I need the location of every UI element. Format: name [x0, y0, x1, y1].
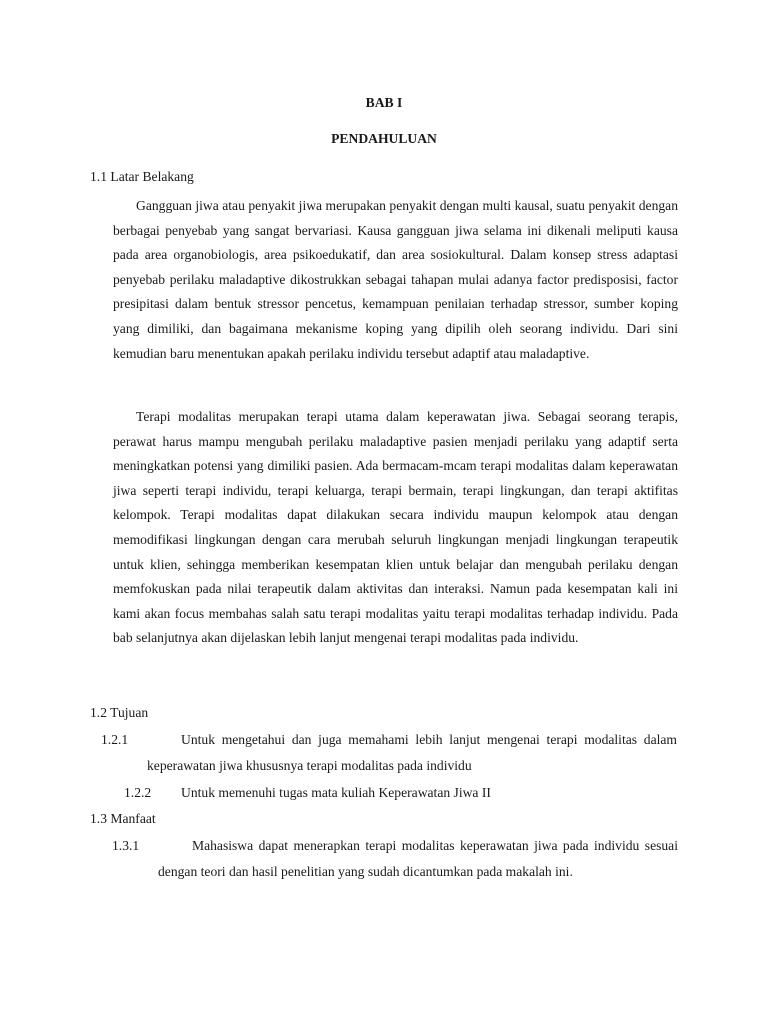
- paragraph-latar-1: Gangguan jiwa atau penyakit jiwa merupakan penyakit dengan multi kausal, suatu penyakit dengan berbagai penyebab yang sangat bervariasi. Kausa gangguan jiwa selama ini dikenali meliputi kausa pada area organobiologis, area psikoedukatif, dan area sosiokultural. Dalam konsep stress adaptasi penyebab perilaku maladaptive dikostrukkan sebagai tahapan mulai adanya factor predisposisi, factor presipitasi dalam bentuk stressor pencetus, kemampuan penilaian terhadap stressor, sumber koping yang dimiliki, dan bagaimana mekanisme koping yang dipilih oleh seorang individu. Dari sini kemudian baru menentukan apakah perilaku individu tersebut adaptif atau maladaptive.: [113, 198, 678, 361]
- chapter-number: BAB I: [365, 95, 403, 110]
- list-item-tujuan-1: [101, 727, 677, 779]
- list-item-text: Untuk mengetahui dan juga memahami lebih lanjut mengenai terapi modalitas dalam keperawatan jiwa khususnya terapi modalitas pada individu: [147, 732, 677, 773]
- section-heading-tujuan: 1.2 Tujuan: [90, 705, 149, 720]
- list-item-tujuan-2: [124, 780, 654, 806]
- chapter-title: PENDAHULUAN: [331, 131, 437, 146]
- list-item-manfaat-1: [112, 833, 678, 885]
- list-item-number: 1.2.1: [101, 732, 129, 747]
- section-heading-latar-belakang: 1.1 Latar Belakang: [90, 169, 194, 184]
- list-item-text: Mahasiswa dapat menerapkan terapi modalitas keperawatan jiwa pada individu sesuai dengan teori dan hasil penelitian yang sudah dicantumkan pada makalah ini.: [158, 838, 678, 879]
- section-heading-manfaat: 1.3 Manfaat: [90, 811, 156, 826]
- paragraph-latar-2: Terapi modalitas merupakan terapi utama dalam keperawatan jiwa. Sebagai seorang terapis, perawat harus mampu mengubah perilaku maladaptive pasien menjadi perilaku yang adaptif serta meningkatkan potensi yang dimiliki pasien. Ada bermacam-mcam terapi modalitas dalam keperawatan jiwa seperti terapi individu, terapi keluarga, terapi bermain, terapi lingkungan, dan terapi aktifitas kelompok. Terapi modalitas dapat dilakukan secara individu maupun kelompok atau dengan memodifikasi lingkungan dengan cara merubah seluruh lingkungan menjadi lingkungan terapeutik untuk klien, sehingga memberikan kesempatan klien untuk belajar dan mengubah perilaku dengan memfokuskan pada nilai terapeutik dalam aktivitas dan interaksi. Namun pada kesempatan kali ini kami akan focus membahas salah satu terapi modalitas yaitu terapi modalitas terhadap individu. Pada bab selanjutnya akan dijelaskan lebih lanjut mengenai terapi modalitas pada individu.: [113, 409, 678, 646]
- list-item-number: 1.2.2: [124, 785, 152, 800]
- list-item-text: Untuk memenuhi tugas mata kuliah Keperawatan Jiwa II: [181, 785, 491, 800]
- list-item-number: 1.3.1: [112, 838, 140, 853]
